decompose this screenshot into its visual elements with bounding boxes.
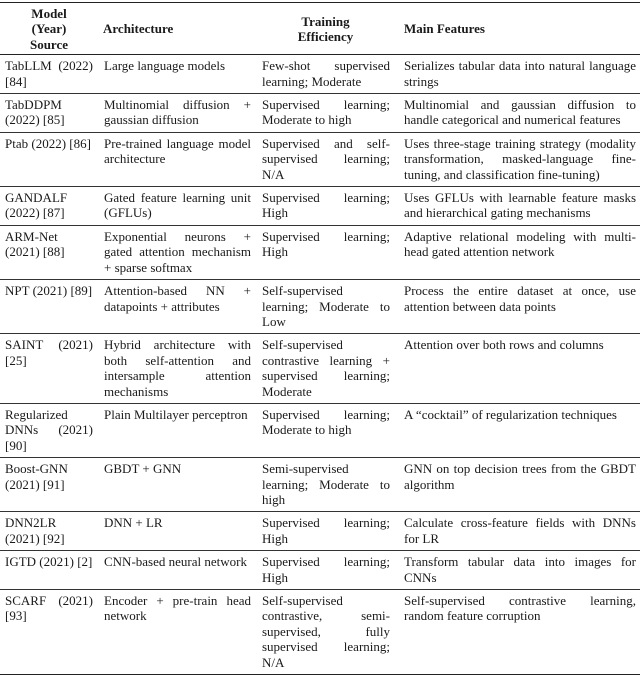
- cell-features: Serializes tabular data into natural language strings: [395, 55, 640, 94]
- cell-features: Self-supervised contrastive learning, random feature corruption: [404, 593, 636, 624]
- header-model: [0, 3, 98, 55]
- table-body: [0, 55, 640, 675]
- cell-architecture: DNN + LR: [98, 512, 256, 551]
- table-row: [0, 403, 640, 457]
- cell-training: Self-supervised learning; Moderate to Low: [256, 280, 395, 334]
- cell-architecture: Attention-based NN + datapoints + attributes: [98, 280, 256, 334]
- header-training: [256, 3, 395, 55]
- header-architecture: [98, 3, 256, 55]
- cell-features: Uses GFLUs with learnable feature masks and hierarchical gating mechanisms: [395, 187, 640, 226]
- cell-training: Self-supervised contrastive learning + supervised learning; Moderate: [256, 334, 395, 404]
- cell-architecture: Gated feature learning unit (GFLUs): [98, 187, 256, 226]
- cell-features: Process the entire dataset at once, use attention between data points: [395, 280, 640, 334]
- header-training-line: Training: [301, 13, 350, 29]
- cell-training: Supervised learning; High: [256, 187, 395, 226]
- cell-architecture: Pre-trained language model architecture: [98, 132, 256, 186]
- table-row: [0, 94, 640, 133]
- cell-architecture: Encoder + pre-train head network: [104, 593, 251, 624]
- table-row: [0, 458, 640, 512]
- table-row: [0, 551, 640, 590]
- table-row: [0, 280, 640, 334]
- cell-features: Calculate cross-feature fields with DNNs for LR: [395, 512, 640, 551]
- cell-model: IGTD (2021) [2]: [0, 551, 98, 590]
- table-row: [0, 590, 640, 675]
- table-header: [0, 3, 640, 55]
- cell-model: Ptab (2022) [86]: [0, 132, 98, 186]
- header-features-line: Main Features: [404, 21, 485, 37]
- cell-architecture: CNN-based neural network: [98, 551, 256, 590]
- cell-architecture: Hybrid architecture with both self-attention and intersample attention mechanisms: [98, 334, 256, 404]
- table-row: [0, 55, 640, 94]
- header-training-line: Efficiency: [297, 29, 354, 45]
- cell-features: Attention over both rows and columns: [395, 334, 640, 404]
- cell-training: Supervised learning; Moderate to high: [256, 94, 395, 133]
- cell-architecture: GBDT + GNN: [98, 458, 256, 512]
- cell-training: Supervised learning; Moderate to high: [256, 403, 395, 457]
- cell-training: Supervised learning; High: [256, 512, 395, 551]
- table-row: [0, 225, 640, 279]
- header-features: [395, 3, 640, 55]
- cell-model: NPT (2021) [89]: [0, 280, 98, 334]
- cell-features: Adaptive relational modeling with multi-head gated attention network: [395, 225, 640, 279]
- comparison-table: [0, 2, 640, 675]
- cell-features: A “cocktail” of regularization techniques: [395, 403, 640, 457]
- header-model-line: Source: [29, 36, 69, 52]
- cell-model: SAINT (2021) [25]: [0, 334, 98, 404]
- cell-architecture: Multinomial diffusion + gaussian diffusion: [98, 94, 256, 133]
- table-row: [0, 512, 640, 551]
- cell-architecture: Plain Multilayer perceptron: [98, 403, 256, 457]
- cell-training: Few-shot supervised learning; Moderate: [256, 55, 395, 94]
- cell-model: TabDDPM (2022) [85]: [0, 94, 98, 133]
- cell-features: Transform tabular data into images for CNNs: [395, 551, 640, 590]
- table-row: [0, 132, 640, 186]
- header-model-line: (Year): [31, 21, 67, 37]
- cell-features: GNN on top decision trees from the GBDT algorithm: [395, 458, 640, 512]
- cell-training: Self-supervised contrastive, semi-supervised, fully supervised learning; N/A: [262, 593, 390, 670]
- cell-architecture: Exponential neurons + gated attention mechanism + sparse softmax: [98, 225, 256, 279]
- table-row: [0, 187, 640, 226]
- cell-training: Supervised learning; High: [256, 225, 395, 279]
- cell-model: SCARF (2021) [93]: [5, 593, 93, 624]
- cell-features: Multinomial and gaussian diffusion to handle categorical and numerical features: [395, 94, 640, 133]
- cell-architecture: Large language models: [98, 55, 256, 94]
- cell-model: GANDALF (2022) [87]: [0, 187, 98, 226]
- header-row: [0, 3, 640, 55]
- header-model-line: Model: [31, 6, 67, 21]
- cell-model: TabLLM (2022) [84]: [0, 55, 98, 94]
- cell-model: Boost-GNN (2021) [91]: [0, 458, 98, 512]
- cell-features: Uses three-stage training strategy (modality transformation, masked-language fine-tuning, and classification fine-tuning): [395, 132, 640, 186]
- table-row: [0, 334, 640, 404]
- cell-training: Supervised and self-supervised learning; N/A: [256, 132, 395, 186]
- cell-model: DNN2LR (2021) [92]: [0, 512, 98, 551]
- cell-model: Regularized DNNs (2021) [90]: [0, 403, 98, 457]
- cell-model: ARM-Net (2021) [88]: [0, 225, 98, 279]
- cell-training: Supervised learning; High: [256, 551, 395, 590]
- header-architecture-line: Architecture: [103, 21, 174, 37]
- cell-training: Semi-supervised learning; Moderate to high: [256, 458, 395, 512]
